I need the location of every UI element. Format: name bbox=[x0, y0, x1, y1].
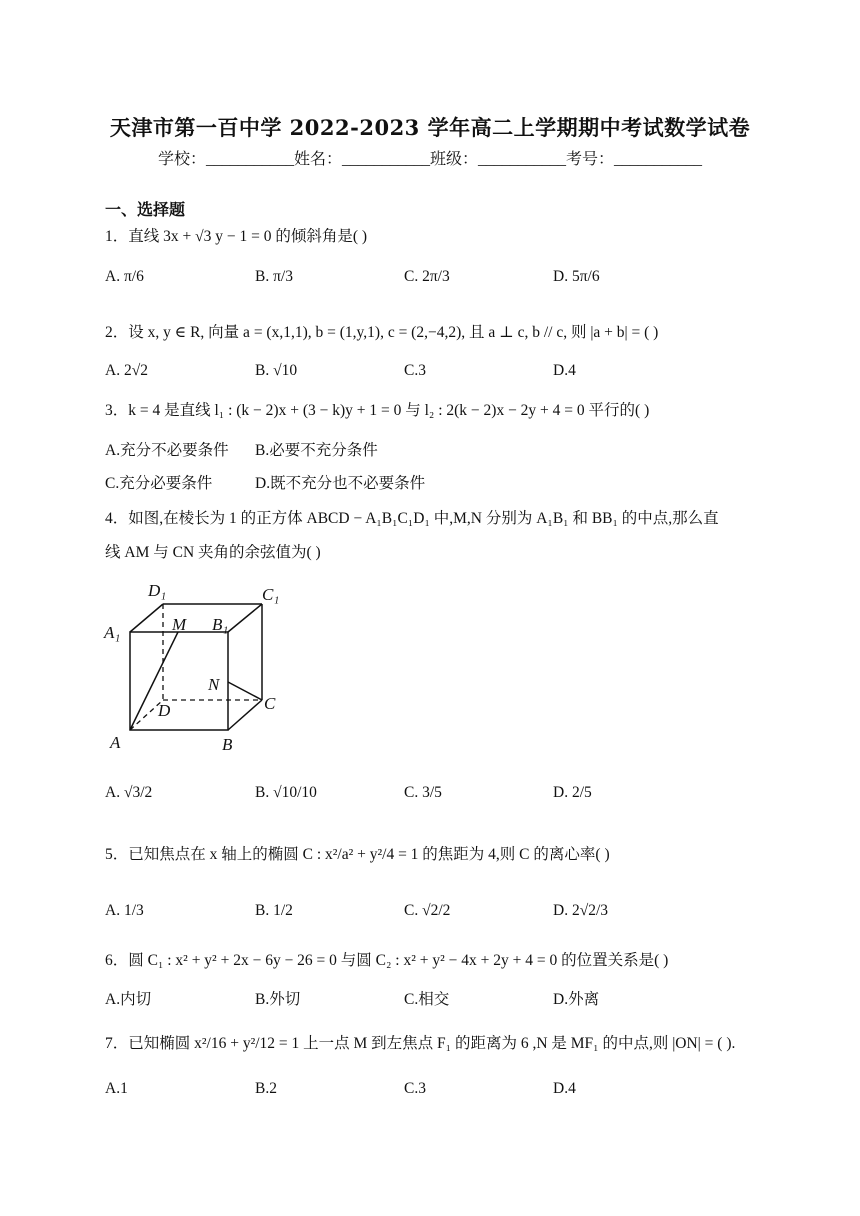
q7-option-b: B.2 bbox=[255, 1080, 277, 1097]
q5-option-b: B. 1/2 bbox=[255, 902, 293, 919]
q4-option-b: B. √10/10 bbox=[255, 784, 317, 801]
label-n: N bbox=[208, 675, 220, 694]
q7-option-d: D.4 bbox=[553, 1080, 576, 1097]
q5-option-d: D. 2√2/3 bbox=[553, 902, 609, 919]
label-c: C bbox=[264, 694, 276, 713]
label-a: A bbox=[110, 733, 121, 752]
question-7-stem: 7．已知椭圆 x²/16 + y²/12 = 1 上一点 M 到左焦点 F₁ 的距离为 6 ,N 是 MF₁ 的中点,则 |ON| = ( ). bbox=[105, 1035, 736, 1052]
q4-option-c: C. 3/5 bbox=[404, 784, 442, 801]
label-b1: B₁ bbox=[212, 615, 229, 634]
label-a1: A₁ bbox=[104, 623, 121, 642]
page-title: 天津市第一百中学 2022-2023 学年高二上学期期中考试数学试卷 bbox=[109, 115, 751, 140]
q3-option-c: C.充分必要条件 bbox=[105, 475, 213, 492]
question-5-stem: 5．已知焦点在 x 轴上的椭圆 C : x²/a² + y²/4 = 1 的焦距为 4,则 C 的离心率( ) bbox=[105, 846, 610, 863]
section-heading: 一、选择题 bbox=[105, 202, 186, 219]
q1-option-c: C. 2π/3 bbox=[404, 268, 450, 285]
q2-option-d: D.4 bbox=[553, 362, 576, 379]
q2-option-a: A. 2√2 bbox=[105, 362, 148, 379]
q6-option-d: D.外离 bbox=[553, 991, 600, 1008]
question-4-stem-line2: 线 AM 与 CN 夹角的余弦值为( ) bbox=[105, 544, 321, 561]
q6-option-b: B.外切 bbox=[255, 991, 301, 1008]
question-4-stem-line1: 4．如图,在棱长为 1 的正方体 ABCD − A₁B₁C₁D₁ 中,M,N 分别为 A₁B₁ 和 BB₁ 的中点,那么直 bbox=[105, 510, 719, 527]
q6-option-a: A.内切 bbox=[105, 991, 152, 1008]
label-d: D bbox=[158, 701, 171, 720]
q3-option-d: D.既不充分也不必要条件 bbox=[255, 475, 426, 492]
q2-option-c: C.3 bbox=[404, 362, 426, 379]
q7-option-a: A.1 bbox=[105, 1080, 128, 1097]
q1-option-d: D. 5π/6 bbox=[553, 268, 600, 285]
label-c1: C₁ bbox=[262, 585, 280, 604]
q7-option-c: C.3 bbox=[404, 1080, 426, 1097]
question-6-stem: 6．圆 C₁ : x² + y² + 2x − 6y − 26 = 0 与圆 C₂ : x² + y² − 4x + 2y + 4 = 0 的位置关系是( ) bbox=[105, 952, 669, 969]
q5-option-a: A. 1/3 bbox=[105, 902, 144, 919]
question-1-stem: 1．直线 3x + √3 y − 1 = 0 的倾斜角是( ) bbox=[105, 228, 368, 245]
q3-option-b: B.必要不充分条件 bbox=[255, 442, 378, 459]
student-info-line: 学校：___________姓名：___________班级：___________考号：___________ bbox=[157, 151, 702, 168]
question-3-stem: 3．k = 4 是直线 l₁ : (k − 2)x + (3 − k)y + 1 = 0 与 l₂ : 2(k − 2)x − 2y + 4 = 0 平行的( ) bbox=[105, 402, 650, 419]
cube-figure bbox=[100, 572, 300, 762]
q1-option-a: A. π/6 bbox=[105, 268, 144, 285]
q4-option-a: A. √3/2 bbox=[105, 784, 153, 801]
q1-option-b: B. π/3 bbox=[255, 268, 293, 285]
q5-option-c: C. √2/2 bbox=[404, 902, 451, 919]
label-b: B bbox=[222, 735, 233, 754]
label-m: M bbox=[172, 615, 187, 634]
q6-option-c: C.相交 bbox=[404, 991, 450, 1008]
label-d1: D₁ bbox=[148, 581, 167, 600]
question-2-stem: 2．设 x, y ∈ R, 向量 a = (x,1,1), b = (1,y,1), c = (2,−4,2), 且 a ⊥ c, b // c, 则 |a + b| = ( ) bbox=[105, 324, 659, 341]
q4-option-d: D. 2/5 bbox=[553, 784, 592, 801]
q2-option-b: B. √10 bbox=[255, 362, 298, 379]
q3-option-a: A.充分不必要条件 bbox=[105, 442, 229, 459]
